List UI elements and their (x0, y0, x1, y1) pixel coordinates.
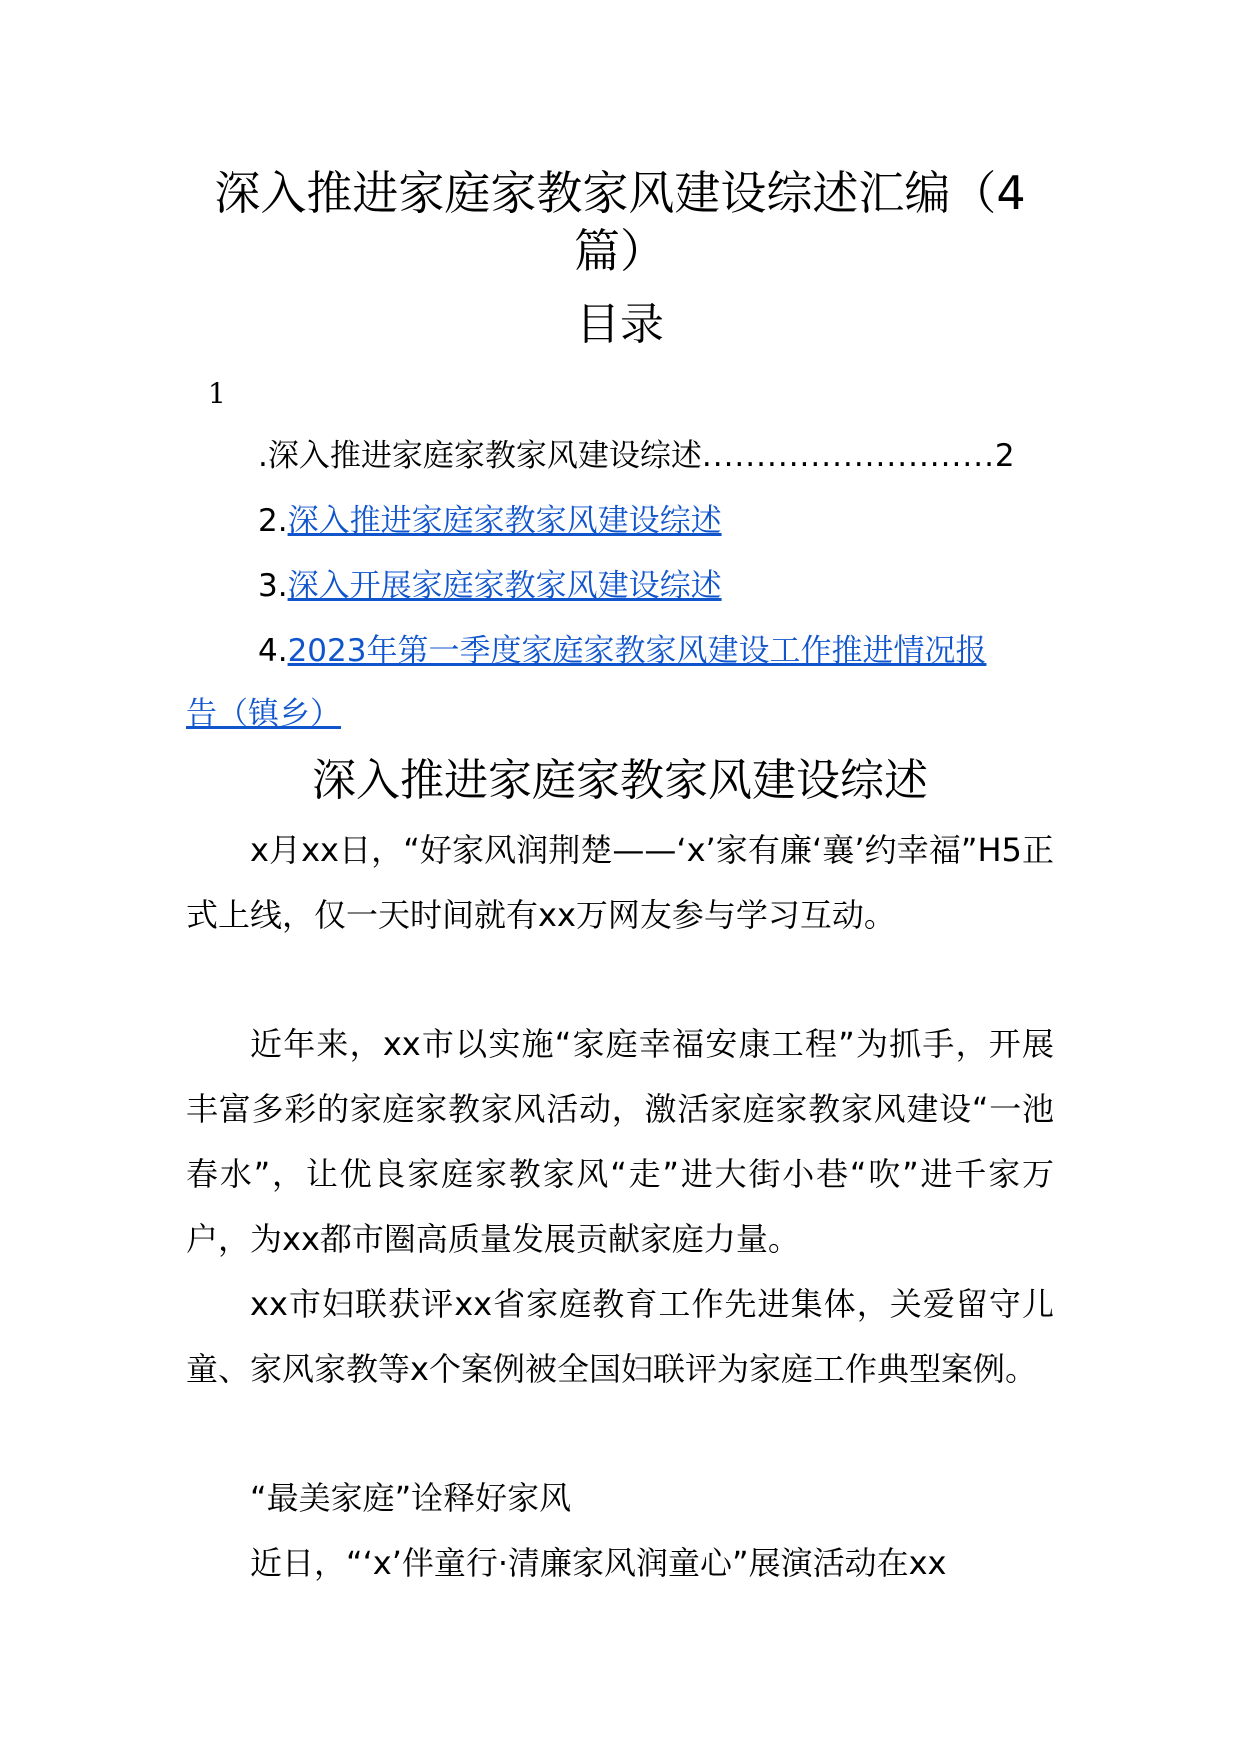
toc-heading: 目录 (576, 299, 664, 350)
toc-item-4-continued (186, 692, 341, 736)
toc-item-prefix: . (258, 438, 268, 474)
toc-item-label: 深入推进家庭家教家风建设综述 (267, 438, 702, 474)
article-paragraph: 近日，“‘x’伴童行·清廉家风润童心”展演活动在xx (250, 1544, 947, 1582)
toc-number: 1 (208, 377, 226, 410)
article-paragraph: 近年来，xx市以实施“家庭幸福安康工程”为抓手，开展丰富多彩的家庭家教家风活动，激活家庭家教家风建设“一池春水”，让优良家庭家教家风“走”进大街小巷“吹”进千家万户，为xx都市圈高质量发展贡献家庭力量。 (186, 1025, 1054, 1258)
toc-item-prefix: 3. (258, 568, 288, 604)
toc-item-4 (258, 629, 986, 673)
toc-link-3[interactable]: 深入开展家庭家教家风建设综述 (287, 568, 722, 604)
toc-item-prefix: 4. (258, 633, 288, 669)
toc-item-1[interactable] (258, 434, 1054, 478)
toc-item-prefix: 2. (258, 503, 288, 539)
article-paragraph: xx市妇联获评xx省家庭教育工作先进集体，关爱留守儿童、家风家教等x个案例被全国妇联评为家庭工作典型案例。 (186, 1285, 1054, 1388)
toc-leader-dots: ........................... (701, 438, 995, 474)
toc-link-2[interactable]: 深入推进家庭家教家风建设综述 (287, 503, 722, 539)
article-title: 深入推进家庭家教家风建设综述 (312, 755, 928, 806)
toc-item-2 (258, 499, 722, 543)
toc-item-3 (258, 564, 722, 608)
article-subheading: “最美家庭”诠释好家风 (250, 1479, 572, 1517)
document-title: 深入推进家庭家教家风建设综述汇编（4篇） (214, 166, 1026, 278)
toc-link-4[interactable]: 2023年第一季度家庭家教家风建设工作推进情况报 (287, 633, 987, 669)
article-paragraph: x月xx日，“好家风润荆楚——‘x’家有廉‘襄’约幸福”H5正式上线，仅一天时间就有xx万网友参与学习互动。 (186, 831, 1054, 934)
toc-link-4-continued[interactable]: 告（镇乡） (186, 696, 341, 732)
toc-page-number: 2 (994, 438, 1015, 474)
